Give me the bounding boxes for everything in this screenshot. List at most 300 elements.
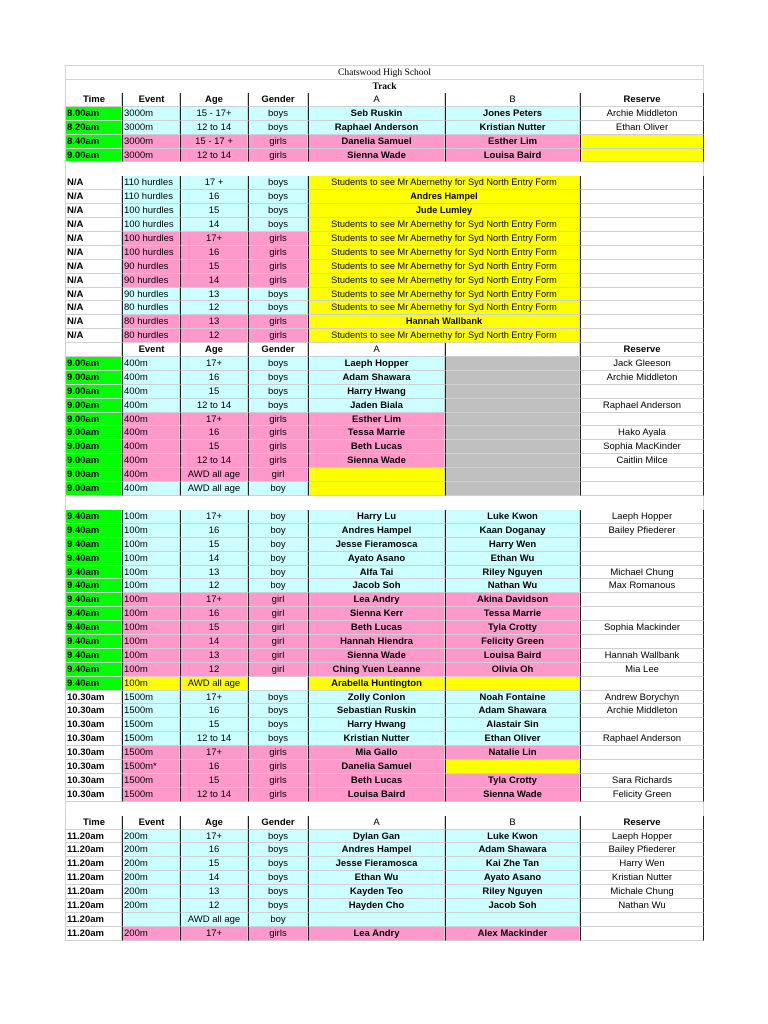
schedule-table [65,93,704,941]
athlete-b-cell: Riley Nguyen [445,566,580,580]
header-age: Age [180,93,248,107]
athlete-b-cell: Ayato Asano [445,871,580,885]
time-cell: 9.40am [65,579,122,593]
time-cell: 9.40am [65,552,122,566]
gender-cell: boys [248,899,308,913]
age-cell: 15 [180,621,248,635]
age-cell: 13 [180,288,248,302]
gender-cell: boys [248,871,308,885]
event-cell: 400m [122,399,180,413]
header-reserve: Reserve [580,343,704,357]
entry-note-cell: Students to see Mr Abernethy for Syd North Entry Form [308,176,580,190]
time-cell: 11.20am [65,913,122,927]
gender-cell: boys [248,399,308,413]
entry-note-cell: Andres Hampel [308,190,580,204]
age-cell: 12 to 14 [180,399,248,413]
table-row [65,663,704,677]
table-row [65,913,704,927]
time-cell: 10.30am [65,774,122,788]
event-cell: 100m [122,552,180,566]
time-cell: 10.30am [65,788,122,802]
reserve-cell: Andrew Borychyn [580,691,704,705]
athlete-b-cell [445,399,580,413]
table-row [65,871,704,885]
athlete-b-cell: Natalie Lin [445,746,580,760]
header-b: B [445,816,580,830]
age-cell: 14 [180,871,248,885]
time-cell: 9.00am [65,357,122,371]
athlete-b-cell [445,482,580,496]
reserve-cell: Caitlin Milce [580,454,704,468]
time-cell: 9.40am [65,538,122,552]
event-cell: 200m [122,830,180,844]
event-cell: 110 hurdles [122,176,180,190]
age-cell: 13 [180,315,248,329]
event-cell: 90 hurdles [122,274,180,288]
age-cell: 17+ [180,510,248,524]
athlete-b-cell: Luke Kwon [445,510,580,524]
athlete-b-cell [445,677,580,691]
gender-cell: boys [248,718,308,732]
age-cell: AWD all age [180,677,248,691]
event-cell: 1500m [122,691,180,705]
athlete-b-cell: Ethan Oliver [445,732,580,746]
gender-cell: girls [248,135,308,149]
header-age: Age [180,816,248,830]
entry-note-cell: Students to see Mr Abernethy for Syd North Entry Form [308,329,580,343]
header-reserve: Reserve [580,816,704,830]
time-cell: 11.20am [65,899,122,913]
table-row [65,677,704,691]
athlete-b-cell [445,385,580,399]
age-cell: 12 to 14 [180,454,248,468]
table-row [65,566,704,580]
gender-cell: boy [248,566,308,580]
time-cell: 10.30am [65,760,122,774]
reserve-cell: Laeph Hopper [580,830,704,844]
time-cell: 10.30am [65,704,122,718]
gender-cell: girls [248,149,308,163]
time-cell: 9.00am [65,440,122,454]
reserve-cell [580,232,704,246]
reserve-cell [580,260,704,274]
event-cell: 400m [122,413,180,427]
athlete-a-cell: Sienna Wade [308,649,445,663]
gender-cell: girls [248,788,308,802]
athlete-b-cell: Tessa Marrie [445,607,580,621]
age-cell: 15 - 17+ [180,107,248,121]
reserve-cell [580,190,704,204]
athlete-a-cell: Ching Yuen Leanne [308,663,445,677]
age-cell: 16 [180,524,248,538]
reserve-cell [580,927,704,941]
time-cell: 9.00am [65,399,122,413]
age-cell: 14 [180,552,248,566]
athlete-a-cell: Adam Shawara [308,371,445,385]
athlete-a-cell: Tessa Marrie [308,426,445,440]
entry-note-cell: Students to see Mr Abernethy for Syd North Entry Form [308,232,580,246]
event-cell: 100m [122,579,180,593]
event-cell: 90 hurdles [122,288,180,302]
event-cell: 100 hurdles [122,204,180,218]
table-row [65,857,704,871]
event-cell: 80 hurdles [122,329,180,343]
event-cell: 1500m [122,746,180,760]
age-cell: 17+ [180,357,248,371]
time-cell: 9.00am [65,385,122,399]
time-cell: 9.00am [65,413,122,427]
athlete-a-cell: Andres Hampel [308,843,445,857]
athlete-b-cell: Kaan Doganay [445,524,580,538]
event-cell: 200m [122,871,180,885]
gender-cell: girls [248,260,308,274]
reserve-cell [580,635,704,649]
gender-cell: girl [248,607,308,621]
athlete-a-cell: Esther Lim [308,413,445,427]
age-cell: 13 [180,885,248,899]
athlete-a-cell: Harry Hwang [308,385,445,399]
gender-cell: boys [248,385,308,399]
table-row [65,718,704,732]
age-cell: 16 [180,246,248,260]
reserve-cell: Ethan Oliver [580,121,704,135]
event-cell: 1500m [122,774,180,788]
age-cell: 12 [180,899,248,913]
reserve-cell [580,482,704,496]
age-cell: 12 [180,663,248,677]
table-row [65,371,704,385]
age-cell: 17+ [180,413,248,427]
time-cell: 10.30am [65,691,122,705]
reserve-cell [580,176,704,190]
table-row [65,621,704,635]
athlete-b-cell [445,357,580,371]
reserve-cell [580,538,704,552]
athlete-a-cell: Harry Hwang [308,718,445,732]
athlete-a-cell: Zolly Conlon [308,691,445,705]
time-cell: N/A [65,274,122,288]
section-spacer [65,802,704,816]
table-row [65,691,704,705]
table-row [65,760,704,774]
table-row [65,579,704,593]
table-row [65,260,704,274]
athlete-b-cell: Alastair Sin [445,718,580,732]
athlete-a-cell: Ethan Wu [308,871,445,885]
event-cell: 200m [122,899,180,913]
header-b: B [445,93,580,107]
header-gender: Gender [248,93,308,107]
gender-cell: boys [248,732,308,746]
athlete-a-cell: Sienna Wade [308,454,445,468]
age-cell: 15 [180,774,248,788]
table-row [65,426,704,440]
athlete-a-cell: Kristian Nutter [308,732,445,746]
gender-cell: girl [248,593,308,607]
age-cell: 15 [180,857,248,871]
time-cell: 9.00am [65,468,122,482]
age-cell: 16 [180,607,248,621]
athlete-a-cell: Andres Hampel [308,524,445,538]
athlete-a-cell: Beth Lucas [308,440,445,454]
table-row [65,649,704,663]
reserve-cell [580,246,704,260]
reserve-cell: Archie Middleton [580,107,704,121]
table-row [65,288,704,302]
time-cell: N/A [65,260,122,274]
gender-cell: boys [248,857,308,871]
gender-cell: boys [248,204,308,218]
age-cell: 15 [180,440,248,454]
table-row [65,357,704,371]
event-cell: 80 hurdles [122,315,180,329]
gender-cell: boy [248,538,308,552]
age-cell: AWD all age [180,482,248,496]
gender-cell: girls [248,746,308,760]
athlete-b-cell: Sienna Wade [445,788,580,802]
header-row [65,93,704,107]
time-cell: 9.40am [65,510,122,524]
table-row [65,899,704,913]
time-cell: 9.40am [65,607,122,621]
table-row [65,538,704,552]
age-cell: 14 [180,218,248,232]
table-row [65,732,704,746]
time-cell: 8.20am [65,121,122,135]
table-row [65,830,704,844]
table-row [65,107,704,121]
reserve-cell [580,218,704,232]
athlete-a-cell: Jesse Fieramosca [308,538,445,552]
athlete-b-cell: Noah Fontaine [445,691,580,705]
athlete-a-cell: Alfa Tai [308,566,445,580]
gender-cell: boy [248,913,308,927]
age-cell: 17+ [180,830,248,844]
event-cell: 100m [122,677,180,691]
athlete-a-cell [308,468,445,482]
gender-cell: boys [248,691,308,705]
event-cell: 100m [122,635,180,649]
time-cell: 9.40am [65,649,122,663]
athlete-b-cell: Louisa Baird [445,649,580,663]
athlete-a-cell: Kayden Teo [308,885,445,899]
age-cell: 17+ [180,593,248,607]
event-cell: 400m [122,371,180,385]
athlete-a-cell: Seb Ruskin [308,107,445,121]
school-title: Chatswood High School [65,65,704,79]
time-cell: 11.20am [65,857,122,871]
gender-cell: boys [248,357,308,371]
time-cell: 10.30am [65,718,122,732]
athlete-b-cell [445,913,580,927]
gender-cell: girls [248,329,308,343]
header-age: Age [180,343,248,357]
age-cell: 12 to 14 [180,121,248,135]
athlete-b-cell: Kristian Nutter [445,121,580,135]
reserve-cell: Sophia MacKinder [580,440,704,454]
time-cell: 9.40am [65,593,122,607]
reserve-cell: Harry Wen [580,857,704,871]
age-cell: 16 [180,371,248,385]
athlete-b-cell: Esther Lim [445,135,580,149]
table-row [65,204,704,218]
age-cell: 15 [180,204,248,218]
age-cell: 17+ [180,746,248,760]
athlete-a-cell: Danelia Samuel [308,760,445,774]
age-cell: 15 [180,718,248,732]
gender-cell: girls [248,454,308,468]
athlete-b-cell [445,760,580,774]
gender-cell: boy [248,579,308,593]
athlete-a-cell: Lea Andry [308,593,445,607]
event-cell: 400m [122,454,180,468]
header-time: Time [65,816,122,830]
time-cell: 10.30am [65,732,122,746]
reserve-cell: Laeph Hopper [580,510,704,524]
age-cell: 15 [180,538,248,552]
athlete-b-cell: Jacob Soh [445,899,580,913]
entry-note-cell: Students to see Mr Abernethy for Syd North Entry Form [308,274,580,288]
reserve-cell [580,413,704,427]
table-row [65,218,704,232]
table-row [65,454,704,468]
header-row [65,343,704,357]
time-cell: 8.40am [65,135,122,149]
gender-cell: boy [248,524,308,538]
gender-cell: boys [248,371,308,385]
athlete-a-cell: Beth Lucas [308,621,445,635]
reserve-cell: Hannah Wallbank [580,649,704,663]
age-cell: 15 - 17 + [180,135,248,149]
table-row [65,746,704,760]
athlete-a-cell: Raphael Anderson [308,121,445,135]
age-cell: 13 [180,649,248,663]
table-row [65,246,704,260]
gender-cell: boys [248,107,308,121]
time-cell: 9.40am [65,524,122,538]
athlete-a-cell [308,482,445,496]
time-cell: 9.00am [65,149,122,163]
event-cell: 80 hurdles [122,301,180,315]
entry-note-cell: Students to see Mr Abernethy for Syd North Entry Form [308,260,580,274]
event-cell: 400m [122,440,180,454]
reserve-cell: Jack Gleeson [580,357,704,371]
time-cell: N/A [65,204,122,218]
event-cell: 100m [122,649,180,663]
gender-cell: girl [248,468,308,482]
event-cell: 200m [122,843,180,857]
athlete-b-cell [445,468,580,482]
section-title: Track [65,79,704,93]
age-cell: AWD all age [180,468,248,482]
athlete-a-cell: Sebastian Ruskin [308,704,445,718]
time-cell: 9.00am [65,482,122,496]
gender-cell: boys [248,288,308,302]
header-time [65,343,122,357]
athlete-a-cell: Hayden Cho [308,899,445,913]
event-cell: 110 hurdles [122,190,180,204]
athlete-b-cell: Felicity Green [445,635,580,649]
section-spacer [65,496,704,510]
time-cell: 11.20am [65,830,122,844]
reserve-cell: Bailey Pfiederer [580,843,704,857]
age-cell: 14 [180,635,248,649]
table-row [65,524,704,538]
event-cell: 400m [122,357,180,371]
event-cell: 3000m [122,149,180,163]
table-row [65,301,704,315]
time-cell: 8.00am [65,107,122,121]
athlete-b-cell: Riley Nguyen [445,885,580,899]
event-cell: 1500m [122,718,180,732]
reserve-cell: Nathan Wu [580,899,704,913]
table-row [65,593,704,607]
time-cell: N/A [65,329,122,343]
table-row [65,843,704,857]
athlete-b-cell: Louisa Baird [445,149,580,163]
athlete-a-cell: Hannah Hiendra [308,635,445,649]
gender-cell: girls [248,246,308,260]
reserve-cell: Max Romanous [580,579,704,593]
event-cell: 90 hurdles [122,260,180,274]
gender-cell: boys [248,190,308,204]
athlete-a-cell [308,913,445,927]
reserve-cell: Kristian Nutter [580,871,704,885]
event-cell [122,913,180,927]
table-row [65,927,704,941]
reserve-cell: Sara Richards [580,774,704,788]
header-b [445,343,580,357]
time-cell: N/A [65,315,122,329]
event-cell: 3000m [122,121,180,135]
athlete-b-cell: Alex Mackinder [445,927,580,941]
athlete-a-cell: Laeph Hopper [308,357,445,371]
athlete-a-cell: Louisa Baird [308,788,445,802]
athlete-a-cell: Sienna Kerr [308,607,445,621]
age-cell: 12 [180,579,248,593]
header-time: Time [65,93,122,107]
event-cell: 400m [122,468,180,482]
table-row [65,482,704,496]
reserve-cell [580,149,704,163]
age-cell: 15 [180,260,248,274]
event-cell: 3000m [122,135,180,149]
time-cell: N/A [65,288,122,302]
event-cell: 100m [122,510,180,524]
table-row [65,329,704,343]
athlete-a-cell: Lea Andry [308,927,445,941]
table-row [65,135,704,149]
table-row [65,232,704,246]
gender-cell: boy [248,510,308,524]
gender-cell: boys [248,301,308,315]
table-row [65,149,704,163]
table-row [65,274,704,288]
time-cell: 9.00am [65,371,122,385]
event-cell: 400m [122,482,180,496]
gender-cell [248,677,308,691]
time-cell: 11.20am [65,871,122,885]
table-row [65,704,704,718]
table-row [65,468,704,482]
reserve-cell [580,607,704,621]
gender-cell: girls [248,927,308,941]
gender-cell: boy [248,552,308,566]
header-event: Event [122,816,180,830]
entry-note-cell: Students to see Mr Abernethy for Syd North Entry Form [308,246,580,260]
athlete-b-cell [445,371,580,385]
time-cell: 11.20am [65,885,122,899]
